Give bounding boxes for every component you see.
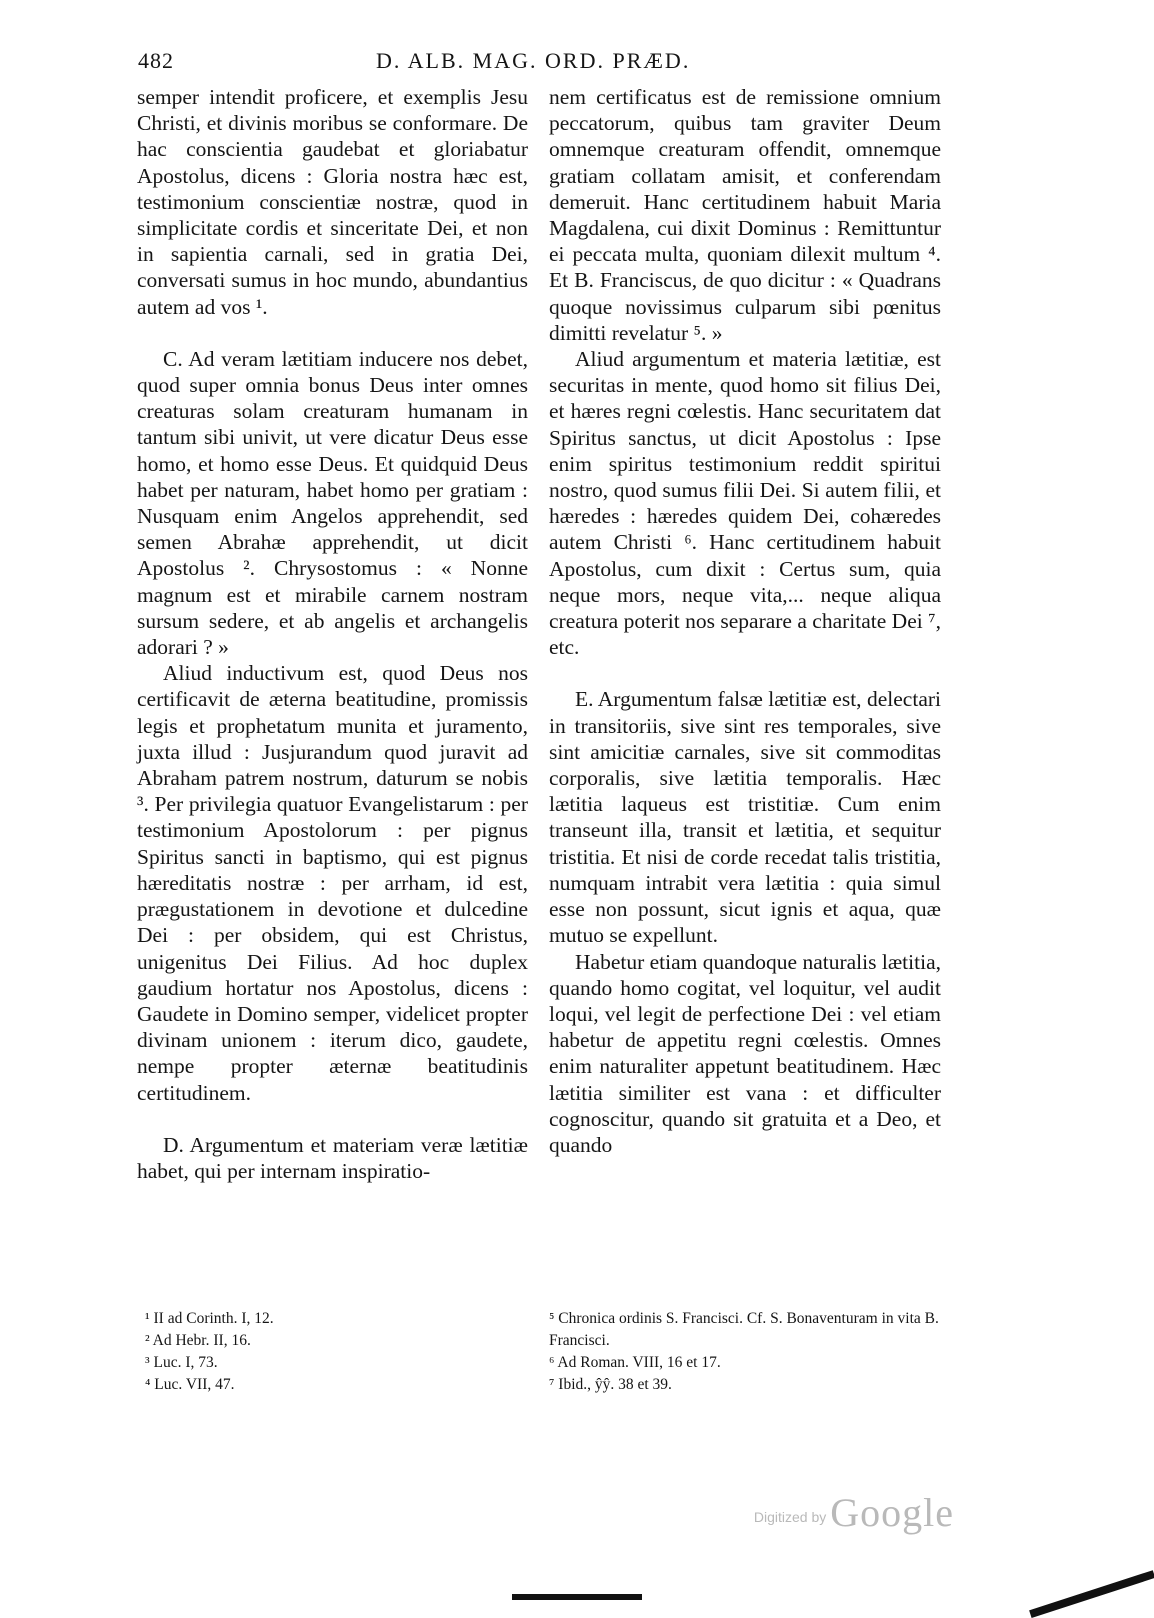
watermark-google-logo: Google (830, 1490, 954, 1535)
google-watermark (754, 1489, 954, 1536)
footnote: ⁶ Ad Roman. VIII, 16 et 17. (549, 1354, 721, 1371)
right-paragraph-1: nem certificatus est de remissione omnium peccatorum, quibus tam graviter Deum omnemque creaturam offendit, omnemque gratiam collatam amisit, et conferendam demeruit. Hanc certitudinem habuit Maria Magdalena, cui dixit Dominus : Remittuntur ei peccata multa, quoniam dilexit multum ⁴. Et B. Franciscus, de quo dicitur : « Quadrans quoque novissimus culparum sibi pœnitus dimitti revelatur ⁵. » (549, 85, 941, 345)
left-column (137, 84, 528, 1184)
footnote: ⁵ Chronica ordinis S. Francisci. Cf. S. Bonaventuram in vita B. Francisci. (549, 1310, 939, 1349)
watermark-digitized-by: Digitized by (753, 1509, 827, 1525)
footnote: ¹ II ad Corinth. I, 12. (145, 1310, 274, 1327)
right-paragraph-2: Aliud argumentum et materia lætitiæ, est securitas in mente, quod homo sit filius Dei, et hæres regni cœlestis. Hanc securitatem dat Spiritus sanctus, ut dicit Apostolus : Ipse enim spiritus testimonium reddit spiritui nostro, quod sumus filii Dei. Si autem filii, et hæredes : hæredes quidem Dei, cohæredes autem Christi ⁶. Hanc certitudinem habuit Apostolus, cum dixit : Certus sum, quia neque mors, neque vita,... neque aliqua creatura poterit nos separare a charitate Dei ⁷, etc. (549, 347, 941, 660)
right-paragraph-3: E. Argumentum falsæ lætitiæ est, delectari in transitoriis, sive sint res temporales, sive sint amicitiæ carnales, sive sit commoditas corporalis, sive lætitia temporalis. Hæc lætitia laqueus est tristitiæ. Cum enim transeunt illa, transit et lætitia, et sequitur tristitia. Et nisi de corde recedat talis tristitia, numquam intrabit vera lætitia : quia simul esse non possunt, sicut ignis et aqua, quæ mutuo se expellunt. (549, 687, 941, 948)
footnotes-right (549, 1308, 941, 1396)
right-column (549, 84, 941, 1158)
left-paragraph-4: D. Argumentum et materiam veræ lætitiæ habet, qui per internam inspiratio- (137, 1132, 528, 1183)
footnote: ² Ad Hebr. II, 16. (145, 1332, 251, 1349)
running-head: D. ALB. MAG. ORD. PRÆD. (376, 48, 691, 73)
scan-artifact-bar (512, 1594, 642, 1600)
footnote: ⁴ Luc. VII, 47. (145, 1376, 235, 1393)
left-paragraph-2: C. Ad veram lætitiam inducere nos debet, quod super omnia bonus Deus inter omnes creaturas solam creaturam humanam in tantum sibi univit, ut vere dicatur Deus esse homo, et homo esse Deus. Et quidquid Deus habet per naturam, habet homo per gratiam : Nusquam enim Angelos apprehendit, sed semen Abrahæ apprehendit, ut dicit Apostolus ². Chrysostomus : « Nonne magnum est et mirabile carnem nostram sursum sedere, et ab angelis et archangelis adorari ? » (137, 346, 528, 660)
footnote: ⁷ Ibid., ŷŷ. 38 et 39. (549, 1376, 672, 1393)
footnotes-left (145, 1308, 505, 1396)
right-paragraph-4: Habetur etiam quandoque naturalis lætitia, quando homo cogitat, vel loquitur, vel audit loqui, vel legit de perfectione Dei : vel etiam habetur de appetitu regni cœlestis. Omnes enim naturaliter appetunt beatitudinem. Hæc lætitia similiter est vana : et difficulter cognoscitur, quando sit gratuita et a Deo, et quando (549, 949, 941, 1157)
page-number: 482 (138, 48, 174, 73)
left-paragraph-3: Aliud inductivum est, quod Deus nos certificavit de æterna beatitudine, promissis legis et prophetatum munita et juramento, juxta illud : Jusjurandum quod juravit ad Abraham patrem nostrum, daturum se nobis ³. Per privilegia quatuor Evangelistarum : per testimonium Apostolorum : per pignus Spiritus sancti in baptismo, qui est pignus hæreditatis nostræ : per arrham, id est, prægustationem in devotione et dulcedine Dei : per obsidem, qui est Christus, unigenitus Dei Filius. Ad hoc duplex gaudium hortatur nos Apostolus, dicens : Gaudete in Domino semper, videlicet propter divinam unionem : iterum dico, gaudete, nempe propter æternæ beatitudinis certitudinem. (137, 661, 528, 1105)
scan-artifact-corner (1029, 1570, 1154, 1618)
footnote: ³ Luc. I, 73. (145, 1354, 218, 1371)
page-header (138, 48, 938, 78)
left-paragraph-1: semper intendit proficere, et exemplis Jesu Christi, et divinis moribus se conformare. De hac conscientia gaudebat et gloriabatur Apostolus, dicens : Gloria nostra hæc est, testimonium conscientiæ nostræ, quod in simplicitate cordis et sinceritate Dei, et non in sapientia carnali, sed in gratia Dei, conversati sumus in hoc mundo, abundantius autem ad vos ¹. (137, 85, 528, 319)
